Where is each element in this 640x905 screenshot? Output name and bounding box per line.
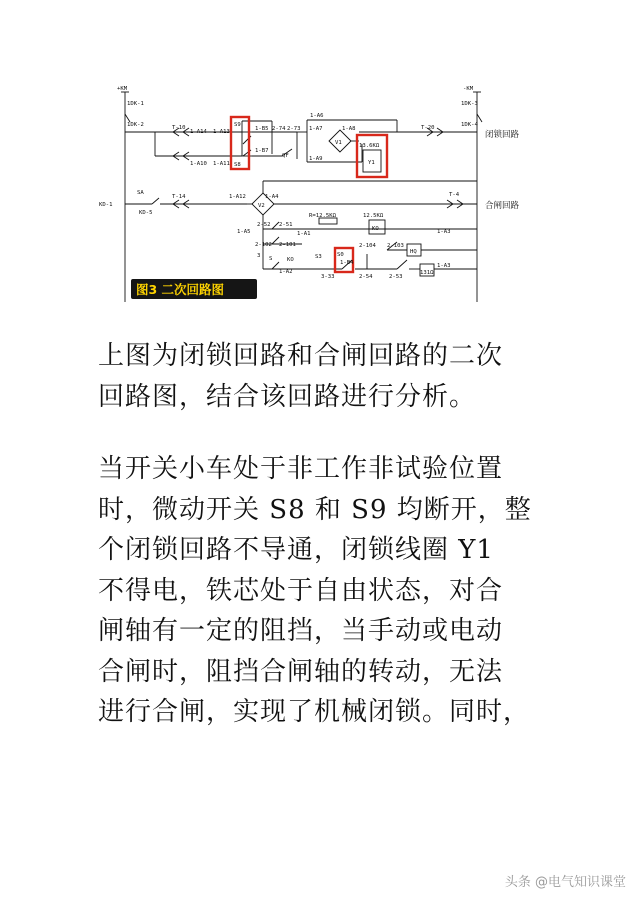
switch-s0-terminal: 1-B4 [340, 260, 354, 266]
circuit-diagram-figure [97, 84, 537, 302]
wire-2101: 2-101 [279, 242, 296, 248]
terminal-1dk4: 1DK-4 [461, 122, 478, 128]
terminal-pos: +KM [117, 86, 128, 92]
wire-a10: 1-A10 [190, 161, 207, 167]
resistor-r4: 131Ω [420, 270, 434, 276]
terminal-1dk1: 1DK-1 [127, 101, 144, 107]
paragraph-analysis [98, 449, 548, 733]
wire-253: 2-53 [389, 274, 403, 280]
wire-qf: QF [282, 153, 289, 159]
wire-a3-top: 1-A3 [437, 229, 451, 235]
rectifier-v1: V1 [335, 140, 342, 146]
wire-2102: 2-102 [255, 242, 272, 248]
wire-t20: T-20 [421, 125, 435, 131]
coil-y1: Y1 [368, 160, 375, 166]
resistor-r2: R=12.5KΩ [309, 213, 336, 219]
label-lock-circuit: 闭锁回路 [485, 130, 520, 140]
wire-a6: 1-A6 [310, 113, 324, 119]
paragraph-line: 合闸时，阻挡合闸轴的转动，无法 [98, 656, 504, 687]
coil-ko2: KO [287, 257, 294, 263]
wire-a7: 1-A7 [309, 126, 323, 132]
paragraph-line: 上图为闭锁回路和合闸回路的二次 [98, 341, 504, 371]
wire-a14: 1-A14 [190, 129, 207, 135]
coil-ko: KO [372, 226, 379, 232]
wire-a4: 1-A4 [265, 194, 279, 200]
terminal-sa: SA [137, 190, 144, 196]
paragraph-line: 当开关小车处于非工作非试验位置 [98, 454, 504, 484]
wire-a3-bottom: 1-A3 [437, 263, 451, 269]
wire-252: 2-52 [257, 222, 271, 228]
wire-t4: T-4 [449, 192, 460, 198]
wire-t10: T-10 [172, 125, 186, 131]
label-closing-circuit: 合闸回路 [485, 201, 520, 211]
wire-333: 3-33 [321, 274, 335, 280]
wire-a12: 1-A12 [229, 194, 246, 200]
wire-254: 2-54 [359, 274, 373, 280]
resistor-r3: 12.5KΩ [363, 213, 384, 219]
switch-s8: S8 [234, 162, 241, 168]
wire-274: 2-74 [272, 126, 286, 132]
terminal-kd5: KD-5 [139, 210, 153, 216]
wire-a2: 1-A2 [279, 269, 293, 275]
paragraph-line: 回路图，结合该回路进行分析。 [98, 381, 477, 412]
source-watermark: 头条 @电气知识课堂 [504, 875, 626, 890]
wire-a9: 1-A9 [309, 156, 323, 162]
terminal-neg: -KM [463, 86, 474, 92]
resistor-r1: 13.6KΩ [359, 143, 380, 149]
switch-s9: S9 [234, 122, 241, 128]
wire-t14: T-14 [172, 194, 186, 200]
wire-s: S [269, 256, 273, 262]
figure-caption: 图3 二次回路图 [136, 282, 225, 297]
terminal-kd1: KD-1 [99, 202, 113, 208]
paragraph-intro [98, 336, 548, 417]
circuit-diagram [97, 84, 537, 302]
paragraph-line: 个闭锁回路不导通，闭锁线圈 Y1 [98, 535, 494, 565]
switch-s0: S0 [337, 252, 344, 258]
wire-a11: 1-A11 [213, 161, 230, 167]
wire-3: 3 [257, 253, 261, 259]
wire-a13: 1-A13 [213, 129, 230, 135]
paragraph-line: 不得电，铁芯处于自由状态，对合 [98, 575, 504, 606]
coil-hq: HQ [410, 249, 417, 255]
terminal-1dk2: 1DK-2 [127, 122, 144, 128]
rectifier-v2: V2 [258, 203, 265, 209]
terminal-1dk3: 1DK-3 [461, 101, 478, 107]
wire-a8: 1-A8 [342, 126, 356, 132]
wire-a1: 1-A1 [297, 231, 311, 237]
wire-273: 2-73 [287, 126, 301, 132]
wire-b7: 1-B7 [255, 148, 269, 154]
paragraph-line: 进行合闸，实现了机械闭锁。同时， [98, 697, 531, 727]
wire-2104: 2-104 [359, 243, 376, 249]
wire-a5: 1-A5 [237, 229, 251, 235]
wire-s3: S3 [315, 254, 322, 260]
wire-2103: 2-103 [387, 243, 404, 249]
wire-251: 2-51 [279, 222, 293, 228]
wire-b5: 1-B5 [255, 126, 269, 132]
paragraph-line: 闸轴有一定的阻挡，当手动或电动 [98, 616, 504, 646]
paragraph-line: 时，微动开关 S8 和 S9 均断开，整 [98, 494, 532, 525]
